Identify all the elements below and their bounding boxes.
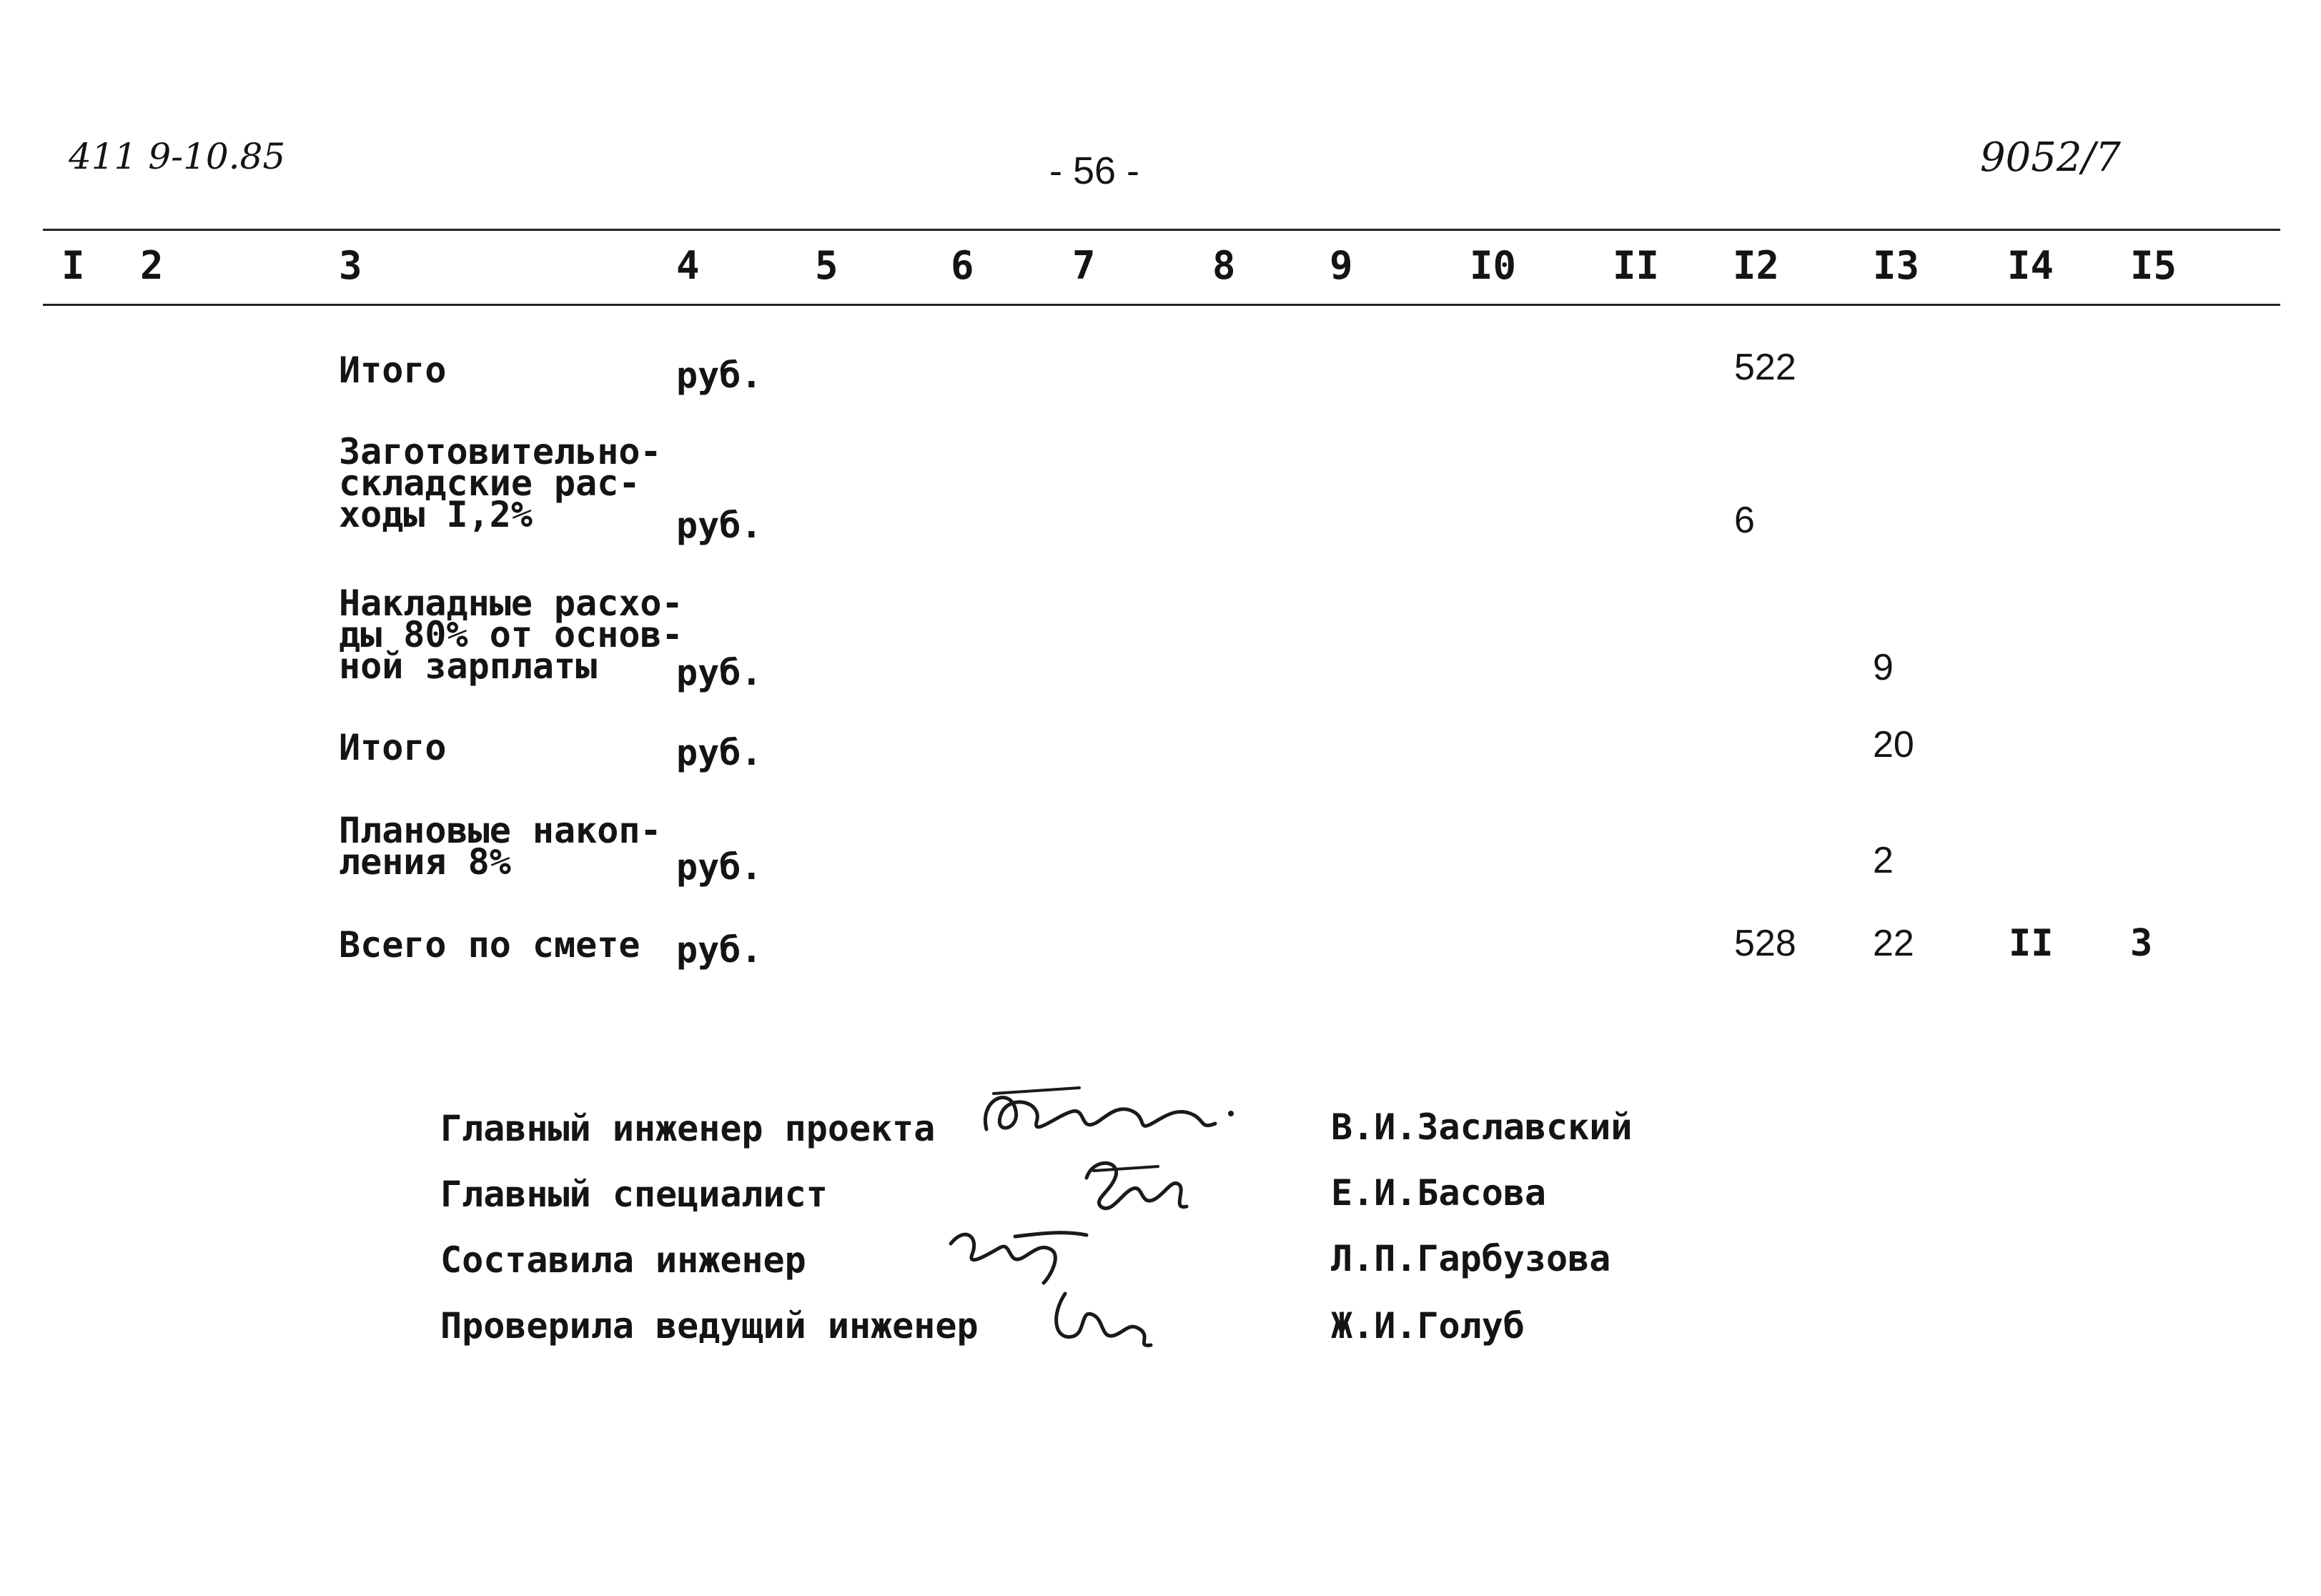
column-number: I4 (2007, 243, 2054, 288)
signature-role: Проверила ведущий инженер (440, 1305, 979, 1347)
column-number: I0 (1470, 243, 1517, 288)
table-row-item: Итого (339, 727, 447, 768)
table-row-item: Заготовительно- складские рас- ходы I,2% (339, 431, 662, 535)
table-row-value: II (2009, 922, 2054, 965)
page-number: - 56 - (1049, 149, 1140, 192)
table-row-value: 22 (1873, 923, 1914, 964)
column-number: I5 (2130, 243, 2177, 288)
header-right-code: 9052/7 (1980, 134, 2122, 181)
table-row-item: Всего по смете (339, 924, 640, 966)
table-top-rule (43, 229, 2280, 231)
table-row-item: Накладные расхо- ды 80% от основ- ной зарплаты (339, 583, 683, 687)
column-number: 3 (339, 243, 362, 288)
column-number: II (1613, 243, 1660, 288)
column-number: 5 (815, 243, 838, 288)
table-row-value: 528 (1734, 923, 1796, 964)
column-number: I3 (1873, 243, 1920, 288)
column-number: 2 (140, 243, 164, 288)
column-number: 7 (1072, 243, 1096, 288)
column-number: 6 (951, 243, 974, 288)
column-number: I (61, 243, 85, 288)
signature-name: Л.П.Гарбузова (1331, 1238, 1611, 1279)
signature-role: Главный инженер проекта (440, 1108, 936, 1149)
table-row-unit: руб. (676, 355, 763, 396)
signature-role: Главный специалист (440, 1174, 828, 1215)
signature-role: Составила инженер (440, 1239, 806, 1281)
table-row-value: 2 (1873, 840, 1894, 881)
column-number: I2 (1733, 243, 1780, 288)
table-row-value: 3 (2130, 922, 2153, 965)
table-row-item: Итого (339, 350, 447, 391)
signature-handwritten (965, 1072, 1265, 1151)
table-row-unit: руб. (676, 652, 763, 693)
table-row-value: 20 (1873, 724, 1914, 765)
table-row-value: 9 (1873, 647, 1894, 688)
signature-handwritten (1044, 1279, 1165, 1358)
table-row-unit: руб. (676, 732, 763, 773)
table-row-value: 6 (1734, 500, 1755, 541)
table-row-unit: руб. (676, 846, 763, 888)
column-number: 9 (1330, 243, 1353, 288)
table-row-unit: руб. (676, 929, 763, 971)
header-left-code: 411 9-10.85 (69, 136, 286, 177)
table-header-bottom-rule (43, 304, 2280, 306)
signature-handwritten (1072, 1149, 1201, 1221)
column-number: 4 (676, 243, 700, 288)
signature-name: Ж.И.Голуб (1331, 1305, 1525, 1347)
column-number: 8 (1212, 243, 1236, 288)
signature-name: В.И.Заславский (1331, 1106, 1633, 1148)
table-row-value: 522 (1734, 347, 1796, 388)
table-row-unit: руб. (676, 505, 763, 546)
table-row-item: Плановые накоп- ления 8% (339, 810, 662, 883)
signature-name: Е.И.Басова (1331, 1172, 1547, 1214)
